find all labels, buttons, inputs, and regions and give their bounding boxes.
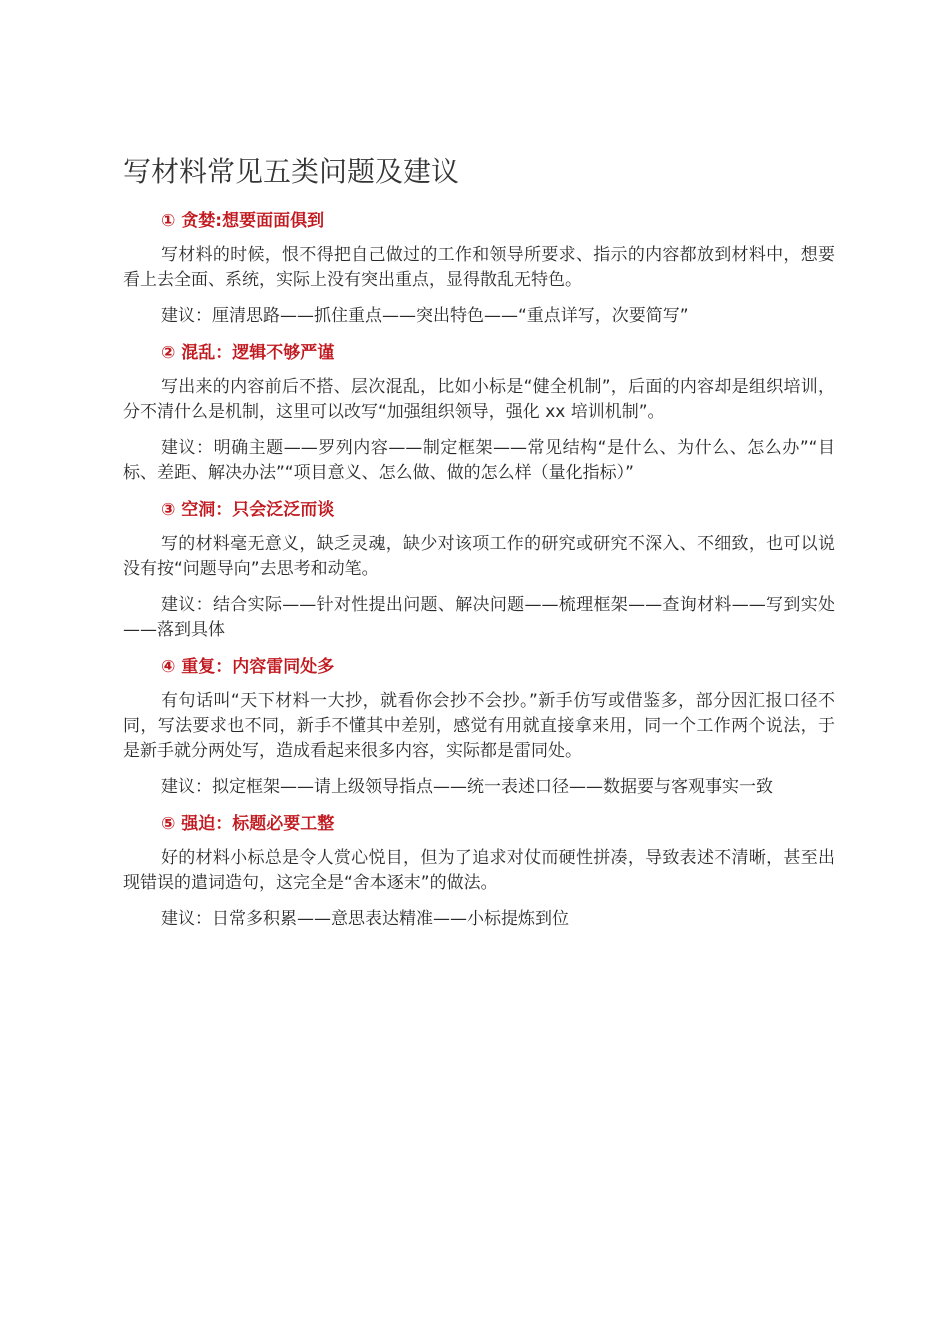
suggestion-text: 拟定框架——请上级领导指点——统一表述口径——数据要与客观事实一致 xyxy=(212,777,773,797)
suggestion-label: 建议： xyxy=(161,438,214,458)
suggestion-text: 结合实际——针对性提出问题、解决问题——梳理框架——查询材料——写到实处——落到具体 xyxy=(123,595,836,640)
section-paragraph: 有句话叫“天下材料一大抄，就看你会抄不会抄。”新手仿写或借鉴多，部分因汇报口径不同，写法要求也不同，新手不懂其中差别，感觉有用就直接拿来用，同一个工作两个说法，于是新手就分两处写，造成看起来很多内容，实际都是雷同处。 xyxy=(123,691,835,761)
section-2 xyxy=(123,340,835,486)
suggestion-text: 厘清思路——抓住重点——突出特色——“重点详写，次要简写” xyxy=(212,306,689,326)
section-suggestion xyxy=(123,304,835,329)
document-body xyxy=(123,208,835,943)
suggestion-label: 建议： xyxy=(161,909,212,929)
section-5 xyxy=(123,811,835,932)
section-heading: ③ 空洞：只会泛泛而谈 xyxy=(161,500,335,520)
section-suggestion xyxy=(123,436,835,486)
section-heading: ④ 重复：内容雷同处多 xyxy=(161,657,335,677)
section-heading: ① 贪婪:想要面面俱到 xyxy=(161,211,325,231)
section-paragraph: 写出来的内容前后不搭、层次混乱，比如小标是“健全机制”，后面的内容却是组织培训，分不清什么是机制，这里可以改写“加强组织领导，强化 xx 培训机制”。 xyxy=(123,377,835,422)
section-heading: ② 混乱：逻辑不够严谨 xyxy=(161,343,335,363)
section-suggestion xyxy=(123,775,835,800)
section-3 xyxy=(123,497,835,643)
section-paragraph: 写的材料毫无意义，缺乏灵魂，缺少对该项工作的研究或研究不深入、不细致，也可以说没有按“问题导向”去思考和动笔。 xyxy=(123,534,835,579)
page-title: 写材料常见五类问题及建议 xyxy=(123,155,460,188)
section-paragraph: 好的材料小标总是令人赏心悦目，但为了追求对仗而硬性拼凑，导致表述不清晰，甚至出现错误的遣词造句，这完全是“舍本逐末”的做法。 xyxy=(123,848,835,893)
suggestion-label: 建议： xyxy=(161,595,213,615)
section-heading: ⑤ 强迫：标题必要工整 xyxy=(161,814,335,834)
suggestion-label: 建议： xyxy=(161,777,212,797)
suggestion-label: 建议： xyxy=(161,306,212,326)
section-1 xyxy=(123,208,835,329)
suggestion-text: 明确主题——罗列内容——制定框架——常见结构“是什么、为什么、怎么办”“目标、差距、解决办法”“项目意义、怎么做、做的怎么样（量化指标）” xyxy=(123,438,835,483)
section-paragraph: 写材料的时候，恨不得把自己做过的工作和领导所要求、指示的内容都放到材料中，想要看上去全面、系统，实际上没有突出重点，显得散乱无特色。 xyxy=(123,245,835,290)
section-suggestion xyxy=(123,907,835,932)
section-suggestion xyxy=(123,593,835,643)
section-4 xyxy=(123,654,835,800)
suggestion-text: 日常多积累——意思表达精准——小标提炼到位 xyxy=(212,909,569,929)
